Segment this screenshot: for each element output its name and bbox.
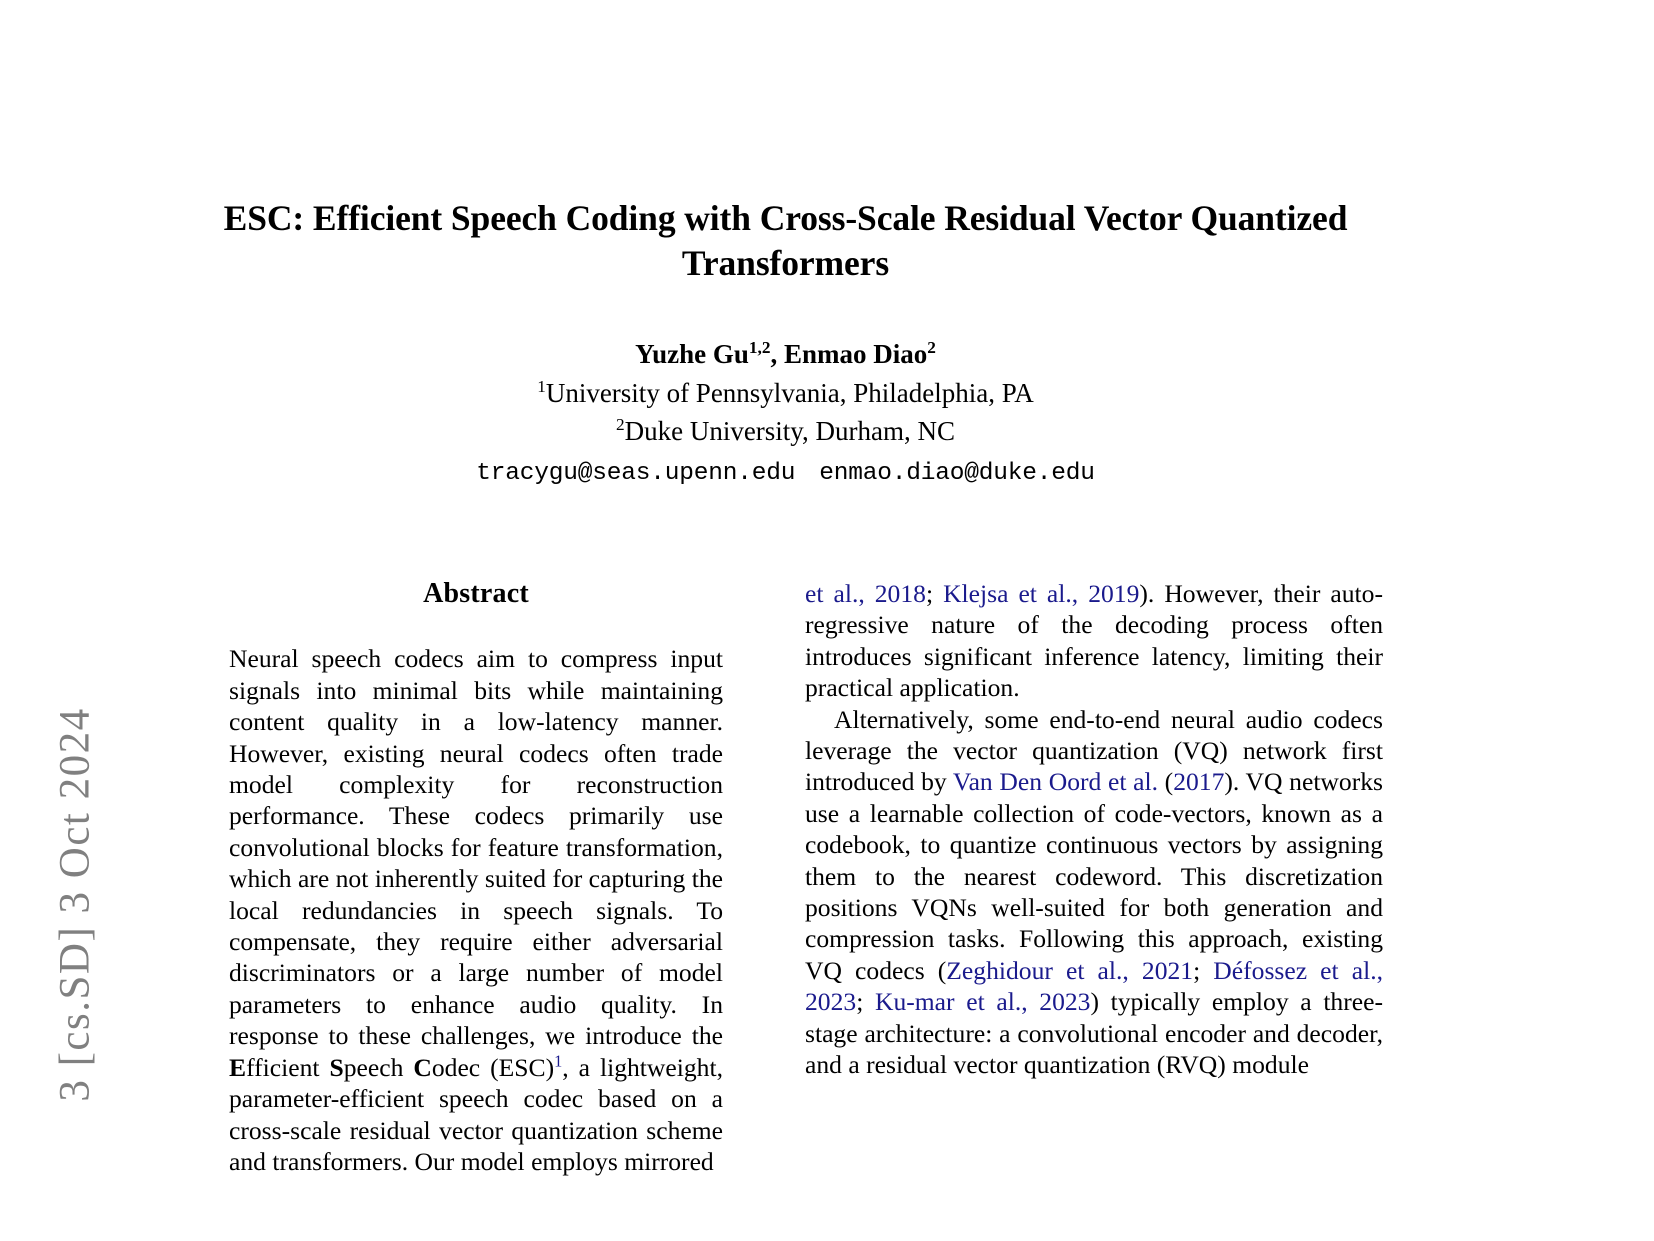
intro-paragraph-2-text-b: ). VQ networks use a learnable collection of code-vectors, known as a codebook, to quantize continuous vectors by assigning them to the nearest codeword. This discretization positions VQNs well-suited for both generation and compression tasks. Following this approach, existing VQ codecs ( — [805, 767, 1383, 985]
abstract-text-part-2: , a lightweight, parameter-efficient speech codec based on a cross-scale residual vector quantization scheme and transformers. Our model employs mirrored — [229, 1052, 723, 1176]
citation-link-vandenoord[interactable]: Van Den Oord et al. — [952, 767, 1158, 797]
left-column — [229, 578, 723, 1177]
author-2-affiliation-marker: 2 — [927, 338, 936, 357]
abstract-paragraph — [229, 643, 723, 1177]
email-line — [178, 456, 1393, 492]
intro-paragraph-1 — [805, 578, 1383, 704]
esc-word-efficient: fficient — [246, 1052, 330, 1082]
page-title: ESC: Efficient Speech Coding with Cross-Scale Residual Vector Quantized Transformers — [223, 198, 1348, 283]
affiliation-2 — [178, 413, 1393, 450]
citation-separator-1: ; — [925, 579, 944, 608]
abstract-heading: Abstract — [423, 578, 529, 609]
intro-paragraph-2-text-c: ) typically employ a three-stage architecture: a convolutional encoder and decoder, and a residual vector quantization (RVQ) module — [805, 987, 1383, 1080]
author-block — [178, 336, 1393, 491]
email-author-2[interactable]: enmao.diao@duke.edu — [819, 459, 1095, 487]
esc-word-speech: peech — [343, 1052, 414, 1082]
arxiv-identifier-stamp: 3 [cs.SD] 3 Oct 2024 — [51, 707, 99, 1102]
citation-link-defossez[interactable]: Défossez et al., 2023 — [805, 955, 1384, 1017]
affiliation-2-marker: 2 — [615, 414, 625, 434]
intro-paragraph-1-text: ). However, their auto-regressive nature of the decoding process often introduces significant inference latency, limiting their practical application. — [805, 579, 1383, 703]
citation-link-kumar[interactable]: Ku-mar et al., 2023 — [874, 987, 1091, 1017]
citation-link-vandenoord-year[interactable]: 2017 — [1173, 767, 1225, 797]
intro-paragraph-2 — [805, 704, 1383, 1081]
author-list — [178, 336, 1393, 373]
citation-link-zeghidour[interactable]: Zeghidour et al. — [946, 955, 1123, 985]
citation-link-klejsa-2019[interactable]: Klejsa et al., 2019 — [943, 579, 1140, 608]
esc-initial-s: S — [329, 1052, 344, 1082]
affiliation-1 — [178, 375, 1393, 412]
affiliation-1-marker: 1 — [537, 377, 546, 397]
affiliation-1-text: University of Pennsylvania, Philadelphia, PA — [545, 378, 1034, 409]
esc-initial-e: E — [229, 1052, 247, 1082]
right-column — [805, 578, 1383, 1081]
intro-paragraph-2-text-a: Alternatively, some end-to-end neural audio codecs leverage the vector quantization (VQ) network first introduced by — [805, 704, 1383, 797]
author-separator: , — [770, 339, 784, 369]
affiliation-2-text: Duke University, Durham, NC — [624, 415, 956, 446]
esc-word-codec: odec (ESC) — [431, 1052, 555, 1082]
author-name-2: Enmao Diao — [783, 339, 928, 369]
email-author-1[interactable]: tracygu@seas.upenn.edu — [476, 459, 796, 487]
citation-link-zeghidour-year[interactable]: , 2021 — [1122, 955, 1194, 985]
abstract-text-part-1: Neural speech codecs aim to compress input signals into minimal bits while maintaining content quality in a low-latency manner. However, existing neural codecs often trade model complexity for reconstruction performance. These codecs primarily use convolutional blocks for feature transformation, which are not inherently suited for capturing the local redundancies in speech signals. To compensate, they require either adversarial discriminators or a large number of model parameters to enhance audio quality. In response to these challenges, we introduce the — [229, 644, 723, 1051]
citation-separator-3: ; — [856, 987, 875, 1017]
author-name-1: Yuzhe Gu — [635, 339, 749, 369]
author-1-affiliation-marker: 1,2 — [748, 338, 771, 357]
citation-open-paren: ( — [1158, 767, 1174, 797]
esc-initial-c: C — [413, 1052, 432, 1082]
footnote-marker[interactable]: 1 — [554, 1051, 563, 1071]
citation-separator-2: ; — [1193, 955, 1214, 985]
title-block — [178, 196, 1393, 285]
citation-link-etal-2018[interactable]: et al., 2018 — [805, 579, 926, 608]
